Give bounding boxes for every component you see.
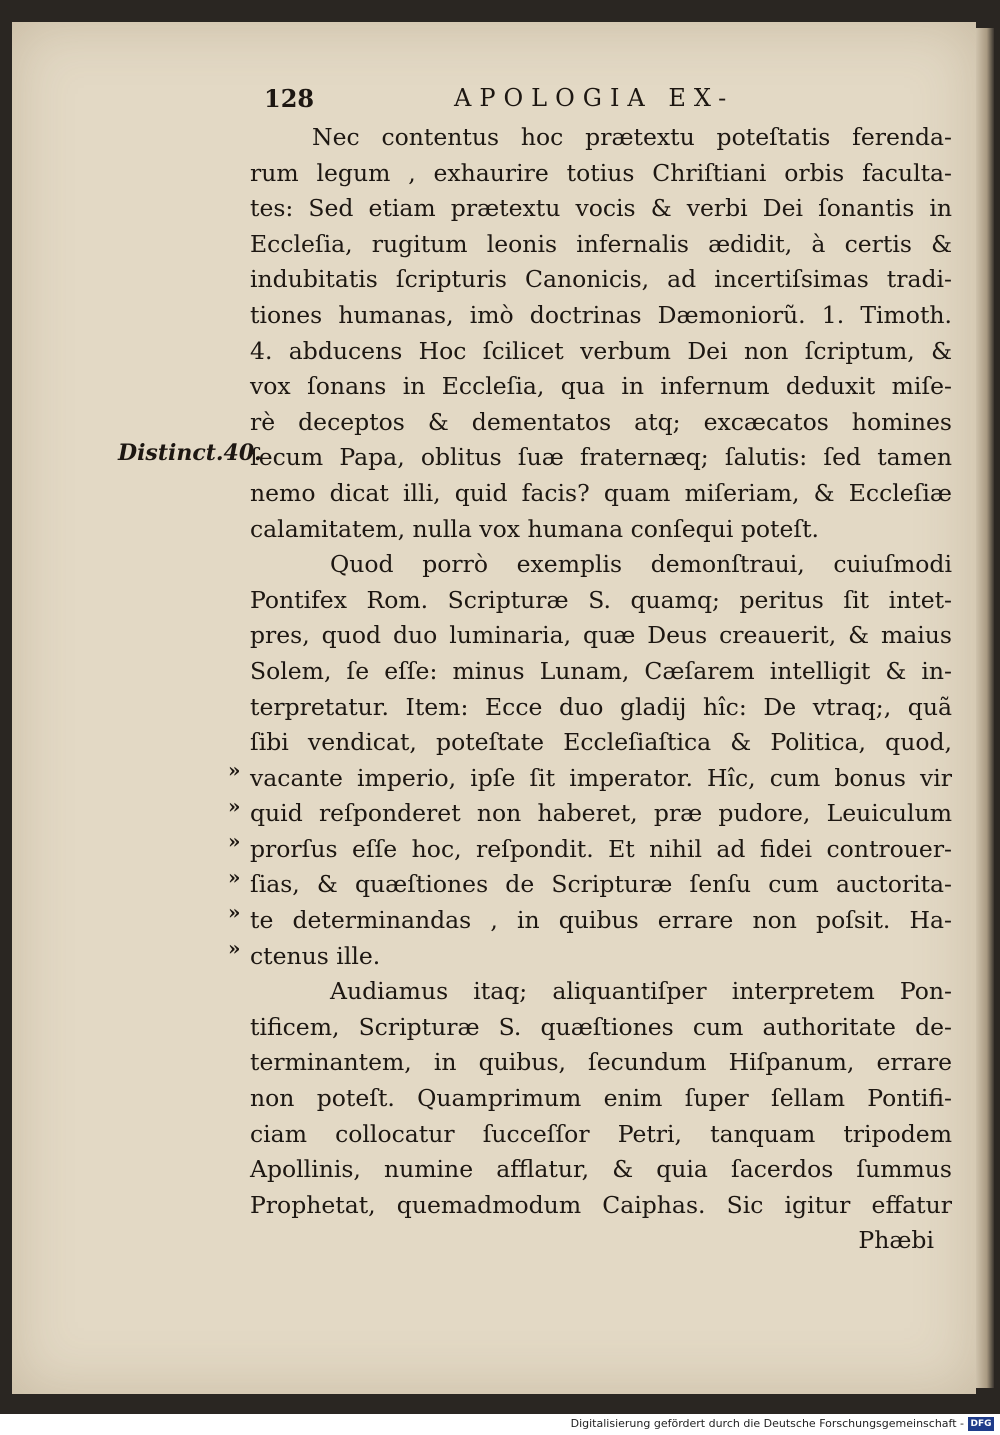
text-line: rum legum , exhaurire totius Chriſtiani orbis faculta- bbox=[250, 158, 952, 187]
text-line: Nec contentus hoc prætextu poteſtatis ferenda- bbox=[312, 123, 952, 151]
quote-mark: » bbox=[228, 900, 241, 925]
text-line: Audiamus itaq; aliquantiſper interpretem Pon- bbox=[330, 977, 952, 1006]
quote-mark: » bbox=[228, 793, 241, 818]
text-line: ſecum Papa, oblitus ſuæ fraternæq; ſalutis: ſed tamen bbox=[250, 443, 952, 472]
dfg-logo-icon: DFG bbox=[968, 1417, 994, 1431]
running-title: APOLOGIA EX- bbox=[454, 84, 735, 112]
text-line: Apollinis, numine afflatur, & quia ſacerdos ſummus bbox=[250, 1155, 952, 1184]
text-line: rè deceptos & dementatos atq; excæcatos homines bbox=[250, 407, 952, 436]
text-line: vox ſonans in Eccleſia, qua in infernum deduxit miſe- bbox=[250, 372, 952, 401]
page-header bbox=[264, 84, 954, 118]
text-line: pres, quod duo luminaria, quæ Deus creauerit, & maius bbox=[250, 621, 952, 650]
margin-note: Distinct.40. bbox=[118, 440, 262, 466]
text-line: indubitatis ſcripturis Canonicis, ad incertiſsimas tradi- bbox=[250, 265, 952, 294]
text-line: 4. abducens Hoc ſcilicet verbum Dei non ſcriptum, & bbox=[250, 336, 952, 365]
text-line: ciam collocatur ſucceſſor Petri, tanquam tripodem bbox=[250, 1119, 952, 1148]
text-line: terminantem, in quibus, ſecundum Hiſpanum, errare bbox=[250, 1048, 952, 1077]
text-line: non poteſt. Quamprimum enim ſuper ſellam Pontifi- bbox=[250, 1084, 952, 1113]
text-line: Eccleſia, rugitum leonis infernalis ædidit, à certis & bbox=[250, 229, 952, 258]
text-line: ſias, & quæſtiones de Scripturæ ſenſu cum auctorita- bbox=[250, 870, 952, 899]
text-line: nemo dicat illi, quid facis? quam miſeriam, & Eccleſiæ bbox=[250, 478, 952, 507]
catchword: Phæbi bbox=[858, 1226, 934, 1255]
text-line: quid reſponderet non haberet, præ pudore, Leuiculum bbox=[250, 799, 952, 828]
quote-mark: » bbox=[228, 758, 241, 782]
footer-credit: Digitalisierung gefördert durch die Deutsche Forschungsgemeinschaft - bbox=[570, 1417, 964, 1430]
page-edge bbox=[976, 28, 994, 1388]
body-text bbox=[250, 120, 952, 1259]
text-line: ctenus ille. bbox=[250, 941, 381, 970]
text-line: vacante imperio, ipſe ſit imperator. Hîc, cum bonus vir bbox=[250, 763, 952, 792]
footer-bar bbox=[0, 1414, 1000, 1435]
text-line: calamitatem, nulla vox humana conſequi poteſt. bbox=[250, 514, 820, 543]
text-line: tiones humanas, imò doctrinas Dæmoniorũ. 1. Timoth. bbox=[250, 300, 952, 329]
quote-marks bbox=[228, 753, 248, 967]
text-line: terpretatur. Item: Ecce duo gladij hîc: De vtraq;, quã bbox=[250, 692, 952, 721]
text-line: ſibi vendicat, poteſtate Eccleſiaſtica & Politica, quod, bbox=[250, 728, 952, 757]
text-line: prorſus eſſe hoc, reſpondit. Et nihil ad fidei controuer- bbox=[250, 834, 952, 863]
quote-mark: » bbox=[228, 829, 241, 854]
text-line: tificem, Scripturæ S. quæſtiones cum authoritate de- bbox=[250, 1012, 952, 1041]
quote-mark: » bbox=[228, 935, 241, 960]
text-line: Quod porrò exemplis demonſtraui, cuiuſmodi bbox=[330, 550, 952, 579]
text-line: te determinandas , in quibus errare non poſsit. Ha- bbox=[250, 906, 952, 935]
text-line: Pontifex Rom. Scripturæ S. quamq; peritus ſit intet- bbox=[250, 585, 952, 614]
text-line: Solem, ſe eſſe: minus Lunam, Cæſarem intelligit & in- bbox=[250, 656, 952, 685]
text-line: tes: Sed etiam prætextu vocis & verbi Dei ſonantis in bbox=[250, 194, 952, 223]
quote-mark: » bbox=[228, 864, 241, 889]
text-line: Prophetat, quemadmodum Caiphas. Sic igitur effatur bbox=[250, 1190, 952, 1219]
page-number: 128 bbox=[264, 84, 315, 113]
